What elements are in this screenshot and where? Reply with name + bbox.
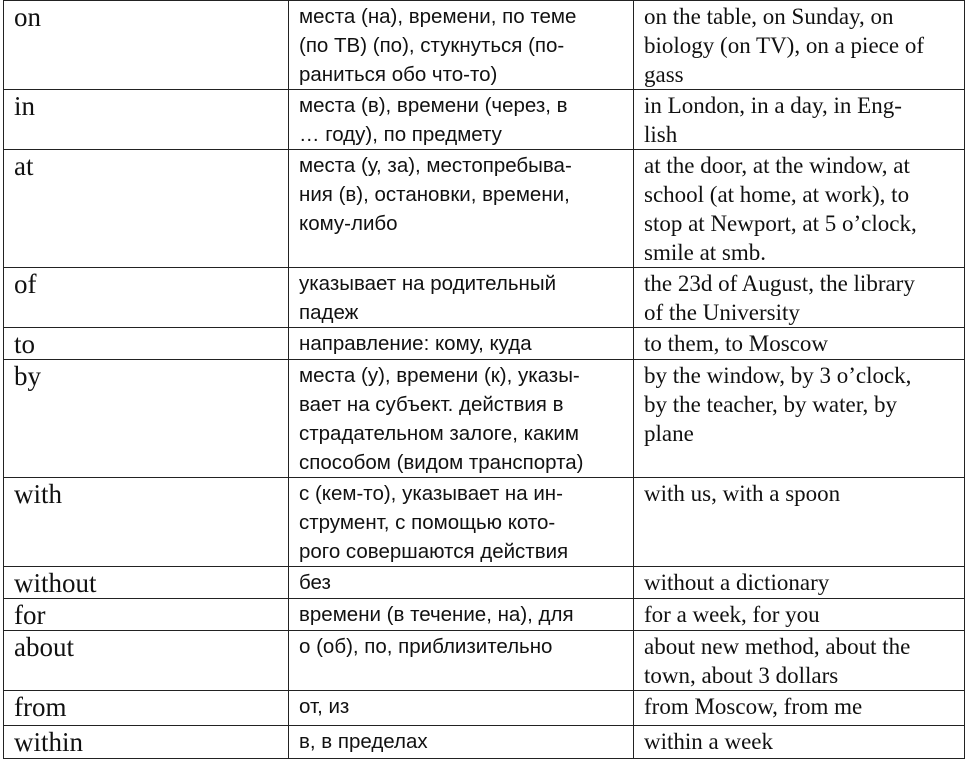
preposition-cell-text: within — [14, 727, 84, 757]
table-row — [4, 691, 965, 726]
table-row — [4, 567, 965, 599]
usage-cell-text: о (об), по, приблизительно — [299, 635, 553, 658]
examples-cell-text: with us, with a spoon — [644, 481, 841, 506]
table-row — [4, 1, 965, 90]
table-row — [4, 478, 965, 567]
preposition-cell-text: by — [14, 361, 41, 391]
preposition-cell-text: at — [14, 151, 34, 181]
preposition-cell-text: on — [14, 2, 41, 32]
examples-cell — [634, 268, 965, 328]
examples-cell — [634, 90, 965, 150]
usage-cell-text: времени (в течение, на), для — [299, 603, 574, 626]
usage-cell-text: места (у), времени (к), указы- вает на субъект. действия в страдательном залоге, каким способом (видом транспорта) — [299, 364, 584, 474]
preposition-cell — [4, 150, 289, 268]
preposition-cell — [4, 90, 289, 150]
usage-cell-text: места (на), времени, по теме (по ТВ) (по), стукнуться (по- раниться обо что-то) — [299, 5, 577, 86]
preposition-cell-text: about — [14, 632, 74, 662]
preposition-cell-text: from — [14, 692, 67, 722]
examples-cell — [634, 599, 965, 631]
examples-cell-text: the 23d of August, the library of the University — [644, 271, 915, 325]
usage-cell — [289, 599, 634, 631]
preposition-cell — [4, 599, 289, 631]
examples-cell — [634, 150, 965, 268]
preposition-cell-text: with — [14, 479, 63, 509]
prepositions-table-body — [4, 1, 965, 759]
usage-cell — [289, 631, 634, 691]
prepositions-table — [3, 0, 965, 759]
preposition-cell-text: in — [14, 91, 36, 121]
usage-cell-text: без — [299, 571, 331, 594]
examples-cell — [634, 360, 965, 478]
examples-cell-text: to them, to Moscow — [644, 331, 828, 356]
table-row — [4, 328, 965, 360]
usage-cell — [289, 268, 634, 328]
preposition-cell — [4, 691, 289, 726]
examples-cell — [634, 567, 965, 599]
preposition-cell — [4, 328, 289, 360]
usage-cell — [289, 691, 634, 726]
examples-cell-text: within a week — [644, 729, 774, 754]
table-row — [4, 599, 965, 631]
examples-cell — [634, 1, 965, 90]
usage-cell-text: с (кем-то), указывает на ин- струмент, с помощью кото- рого совершаются действия — [299, 482, 569, 563]
usage-cell-text: от, из — [299, 695, 350, 718]
examples-cell-text: about new method, about the town, about 3 dollars — [644, 634, 911, 688]
examples-cell-text: on the table, on Sunday, on biology (on TV), on a piece of gass — [644, 4, 924, 87]
examples-cell-text: without a dictionary — [644, 570, 830, 595]
examples-cell — [634, 726, 965, 759]
preposition-cell — [4, 268, 289, 328]
table-row — [4, 150, 965, 268]
table-row — [4, 726, 965, 759]
usage-cell — [289, 1, 634, 90]
examples-cell-text: in London, in a day, in Eng- lish — [644, 93, 902, 147]
table-row — [4, 268, 965, 328]
examples-cell-text: from Moscow, from me — [644, 694, 863, 719]
examples-cell — [634, 691, 965, 726]
examples-cell — [634, 478, 965, 567]
preposition-cell — [4, 726, 289, 759]
preposition-cell-text: for — [14, 600, 46, 630]
usage-cell-text: места (в), времени (через, в … году), по предмету — [299, 94, 568, 146]
examples-cell — [634, 328, 965, 360]
usage-cell — [289, 150, 634, 268]
usage-cell-text: в, в пределах — [299, 730, 428, 753]
examples-cell-text: at the door, at the window, at school (at home, at work), to stop at Newport, at 5 o’clock, smile at smb. — [644, 153, 917, 265]
examples-cell-text: for a week, for you — [644, 602, 820, 627]
preposition-cell — [4, 631, 289, 691]
usage-cell-text: направление: кому, куда — [299, 332, 532, 355]
table-row — [4, 360, 965, 478]
preposition-cell-text: to — [14, 329, 36, 359]
preposition-cell-text: of — [14, 269, 37, 299]
usage-cell — [289, 360, 634, 478]
preposition-cell — [4, 478, 289, 567]
table-row — [4, 90, 965, 150]
table-row — [4, 631, 965, 691]
preposition-cell — [4, 1, 289, 90]
usage-cell-text: указывает на родительный падеж — [299, 272, 557, 324]
preposition-cell — [4, 360, 289, 478]
examples-cell-text: by the window, by 3 o’clock, by the teacher, by water, by plane — [644, 363, 912, 446]
usage-cell — [289, 726, 634, 759]
usage-cell — [289, 90, 634, 150]
examples-cell — [634, 631, 965, 691]
preposition-cell — [4, 567, 289, 599]
preposition-cell-text: without — [14, 568, 97, 598]
usage-cell — [289, 478, 634, 567]
usage-cell — [289, 328, 634, 360]
usage-cell — [289, 567, 634, 599]
usage-cell-text: места (у, за), местопребыва- ния (в), остановки, времени, кому-либо — [299, 154, 572, 235]
